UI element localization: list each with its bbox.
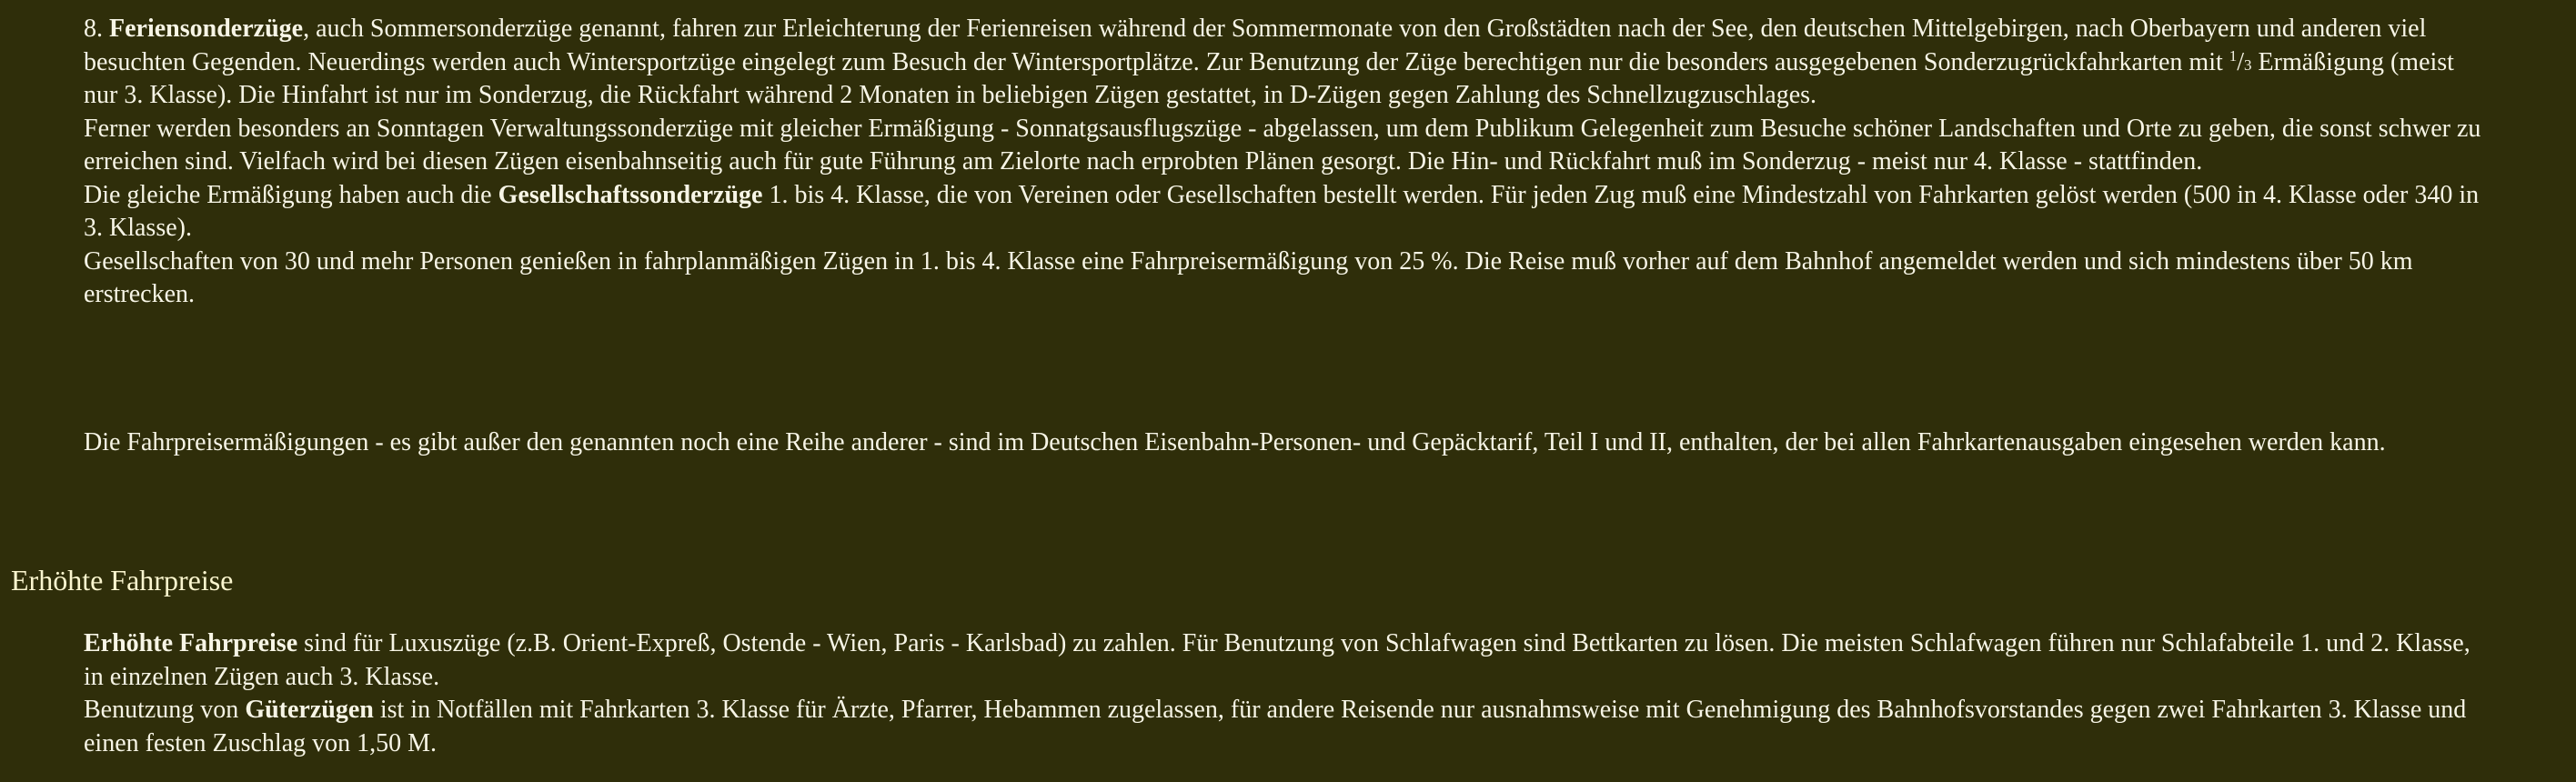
paragraph-text: Benutzung von — [84, 696, 246, 724]
section-heading-erhoehte-fahrpreise: Erhöhte Fahrpreise — [11, 564, 234, 597]
fraction-numerator: 1 — [2229, 46, 2238, 65]
term-erhoehte-fahrpreise: Erhöhte Fahrpreise — [84, 629, 298, 657]
paragraph-text: 1. bis 4. Klasse, die von Vereinen oder Gesellschaften bestellt werden. Für jeden Zug muß eine Mindestzahl von Fahrkarten gelöst werden (500 in 4. Klasse oder 340 in 3. Klasse). — [84, 180, 2480, 242]
item-number: 8. — [84, 15, 109, 43]
paragraph-gueterzuege — [84, 694, 2492, 760]
paragraph-feriensonderzuege — [84, 13, 2492, 113]
fraction-one-third — [2229, 48, 2252, 76]
term-gueterzuege: Güterzügen — [245, 696, 374, 724]
section-tarif — [84, 426, 2492, 460]
paragraph-gesellschaftssonderzuege — [84, 179, 2492, 246]
fraction-denominator: 3 — [2244, 55, 2252, 74]
paragraph-fahrpreisermaessigungen: Die Fahrpreisermäßigungen - es gibt außer den genannten noch eine Reihe anderer - sind im Deutschen Eisenbahn-Personen- und Gepäcktarif, Teil I und II, enthalten, der bei allen Fahrkartenausgaben eingesehen werden kann. — [84, 428, 2386, 456]
term-feriensonderzuege: Feriensonderzüge — [109, 15, 304, 43]
fraction-slash: / — [2237, 47, 2245, 76]
paragraph-erhoehte-fahrpreise — [84, 627, 2492, 694]
section-feriensonderzuege — [84, 13, 2492, 312]
section-erhoehte-fahrpreise — [84, 627, 2492, 760]
paragraph-text: , auch Sommersonderzüge genannt, fahren zur Erleichterung der Ferienreisen während der Sommermonate von den Großstädten nach der See, den deutschen Mittelgebirgen, nach Oberbayern und anderen viel besuchten Gegenden. Neuerdings werden auch Wintersportzüge eingelegt zum Besuch der Wintersportplätze. Zur Benutzung der Züge berechtigen nur die besonders ausgegebenen Sonderzugrückfahrkarten mit — [84, 15, 2427, 76]
paragraph-text: ist in Notfällen mit Fahrkarten 3. Klasse für Ärzte, Pfarrer, Hebammen zugelassen, für andere Reisende nur ausnahmsweise mit Genehmigung des Bahnhofsvorstandes gegen zwei Fahrkarten 3. Klasse und einen festen Zuschlag von 1,50 M. — [84, 696, 2467, 757]
paragraph-text: sind für Luxuszüge (z.B. Orient-Expreß, Ostende - Wien, Paris - Karlsbad) zu zahlen. Für Benutzung von Schlafwagen sind Bettkarten zu lösen. Die meisten Schlafwagen führen nur Schlafabteile 1. und 2. Klasse, in einzelnen Zügen auch 3. Klasse. — [84, 629, 2470, 691]
paragraph-verwaltungssonderzuege: Ferner werden besonders an Sonntagen Verwaltungssonderzüge mit gleicher Ermäßigung - Sonnatgsausflugszüge - abgelassen, um dem Publikum Gelegenheit zum Besuche schöner Landschaften und Orte zu geben, die sonst schwer zu erreichen sind. Vielfach wird bei diesen Zügen eisenbahnseitig auch für gute Führung am Zielorte nach erprobten Plänen gesorgt. Die Hin- und Rückfahrt muß im Sonderzug - meist nur 4. Klasse - stattfinden. — [84, 114, 2481, 175]
paragraph-gesellschaften: Gesellschaften von 30 und mehr Personen genießen in fahrplanmäßigen Zügen in 1. bis 4. Klasse eine Fahrpreisermäßigung von 25 %. Die Reise muß vorher auf dem Bahnhof angemeldet werden und sich mindestens über 50 km erstrecken. — [84, 246, 2413, 308]
term-gesellschaftssonderzuege: Gesellschaftssonderzüge — [498, 180, 763, 209]
paragraph-text: Die gleiche Ermäßigung haben auch die — [84, 180, 498, 209]
paragraph-text: Ermäßigung (meist nur 3. Klasse). Die Hinfahrt ist nur im Sonderzug, die Rückfahrt während 2 Monaten in beliebigen Zügen gestattet, in D-Zügen gegen Zahlung des Schnellzugzuschlages. — [84, 47, 2454, 109]
